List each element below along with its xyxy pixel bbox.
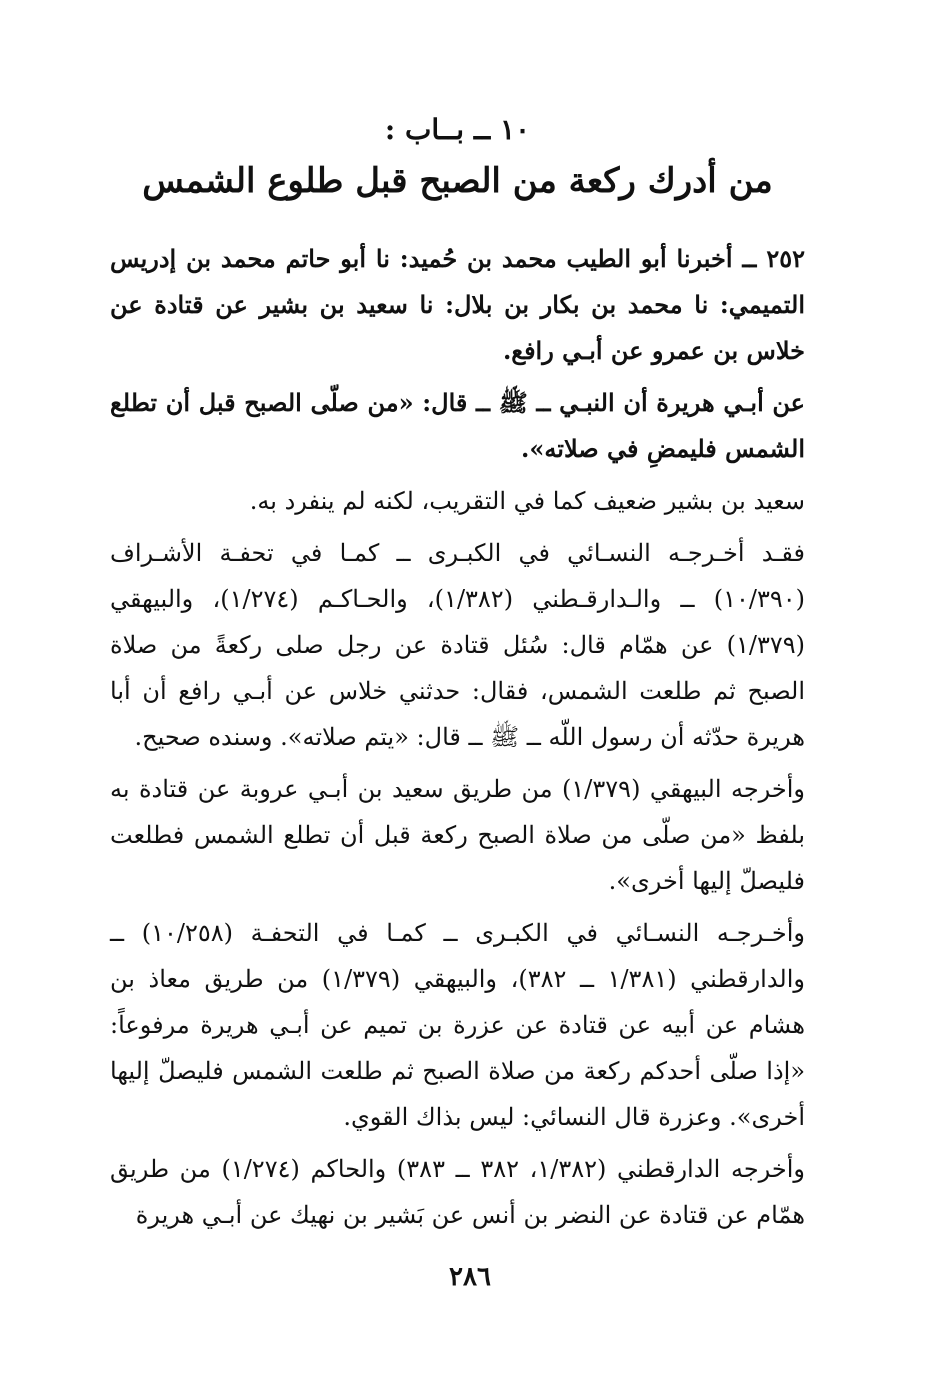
chapter-number: ١٠ ــ بــاب : — [384, 113, 531, 146]
commentary-paragraph: وأخرجه الدارقطني (١/٣٨٢، ٣٨٢ ــ ٣٨٣) والحاكم (١/٢٧٤) من طريق همّام عن قتادة عن النضر بن أنس عن بَشير بن نهيك عن أبـي هريرة — [110, 1155, 805, 1229]
page-number: ٢٨٦ — [449, 1262, 491, 1292]
commentary-paragraph: وأخرجه البيهقي (١/٣٧٩) من طريق سعيد بن أبـي عروبة عن قتادة به بلفظ «من صلّى من صلاة الصبح ركعة قبل أن تطلع الشمس فطلعت فليصلّ إليها أخرى». — [110, 775, 805, 895]
commentary-paragraph: وأخـرجـه النسـائي في الكبـرى ــ كمـا في التحفـة (١٠/٢٥٨) ــ والدارقطني (١/٣٨١ ــ ٣٨٢)، والبيهقي (١/٣٧٩) من طريق معاذ بن هشام عن أبيه عن قتادة عن عزرة بن تميم عن أبـي هريرة مرفوعاً: «إذا صلّى أحدكم ركعة من صلاة الصبح ثم طلعت الشمس فليصلّ إليها أخرى». وعزرة قال النسائي: ليس بذاك القوي. — [110, 919, 805, 1131]
chapter-title: من أدرك ركعة من الصبح قبل طلوع الشمس — [142, 161, 773, 201]
page-content — [110, 110, 805, 1238]
commentary-paragraph: سعيد بن بشير ضعيف كما في التقريب، لكنه لم ينفرد به. — [249, 487, 805, 515]
hadith-isnad-paragraph: ٢٥٢ ــ أخبرنا أبو الطيب محمد بن حُميد: نا أبو حاتم محمد بن إدريس التميمي: نا محمد بن بكار بن بلال: نا سعيد بن بشير عن قتادة عن خلاس بن عمرو عن أبـي رافع. — [110, 244, 805, 365]
hadith-matn-paragraph: عن أبـي هريرة أن النبـي ــ ﷺ ــ قال: «من صلّى الصبح قبل أن تطلع الشمس فليمضِ في صلاته». — [110, 388, 805, 463]
commentary-paragraph: فقـد أخـرجـه النسـائي في الكبـرى ــ كمـا في تحفـة الأشـراف (١٠/٣٩٠) ــ والـدارقـطني (١/٣٨٢)، والحـاكـم (١/٢٧٤)، والبيهقي (١/٣٧٩) عن همّام قال: سُئل قتادة عن رجل صلى ركعةً من صلاة الصبح ثم طلعت الشمس، فقال: حدثني خلاس عن أبـي رافع أن أبا هريرة حدّثه أن رسول اللّه ــ ﷺ ــ قال: «يتم صلاته». وسنده صحيح. — [110, 539, 806, 751]
